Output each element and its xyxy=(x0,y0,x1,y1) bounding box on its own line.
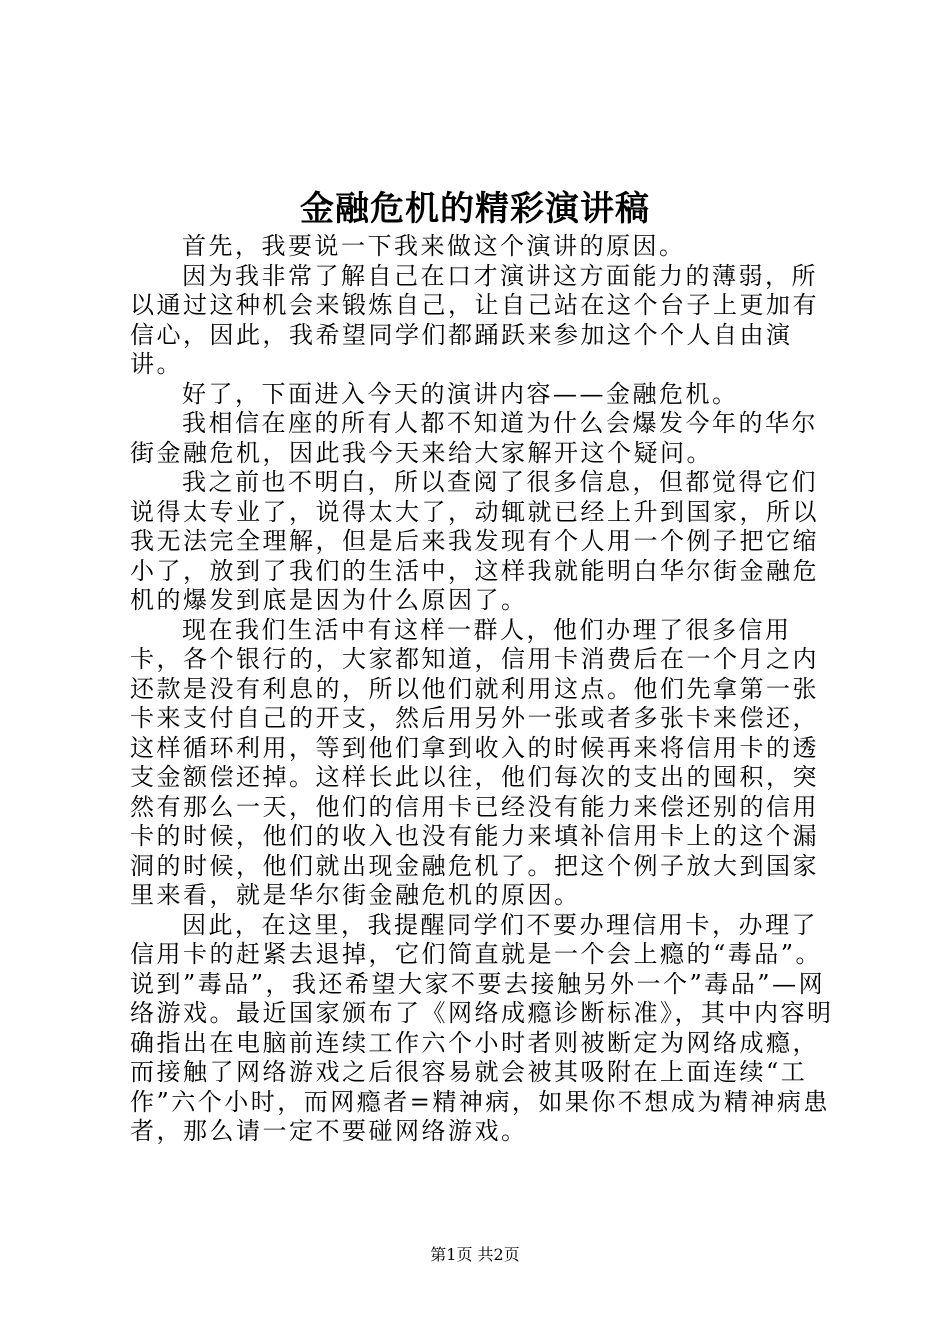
page-footer: 第1页 共2页 xyxy=(430,1245,520,1264)
document-title: 金融危机的精彩演讲稿 xyxy=(300,189,650,229)
paragraph: 现在我们生活中有这样一群人，他们办理了很多信用卡，各个银行的，大家都知道，信用卡消费后在一个月之内还款是没有利息的，所以他们就利用这点。他们先拿第一张卡来支付自己的开支，然后用另外一张或者多张卡来偿还，这样循环利用，等到他们拿到收入的时候再来将信用卡的透支金额偿还掉。这样长此以往，他们每次的支出的囤积，突然有那么一天，他们的信用卡已经没有能力来偿还别的信用卡的时候，他们的收入也没有能力来填补信用卡上的这个漏洞的时候，他们就出现金融危机了。把这个例子放大到国家里来看，就是华尔街金融危机的原因。 xyxy=(130,615,819,909)
paragraph: 因为我非常了解自己在口才演讲这方面能力的薄弱，所以通过这种机会来锻炼自己，让自己站在这个台子上更加有信心，因此，我希望同学们都踊跃来参加这个个人自由演讲。 xyxy=(130,261,819,378)
paragraph: 我之前也不明白，所以查阅了很多信息，但都觉得它们说得太专业了，说得太大了，动辄就已经上升到国家，所以我无法完全理解，但是后来我发现有个人用一个例子把它缩小了，放到了我们的生活中，这样我就能明白华尔街金融危机的爆发到底是因为什么原因了。 xyxy=(130,468,819,614)
paragraph: 因此，在这里，我提醒同学们不要办理信用卡，办理了信用卡的赶紧去退掉，它们简直就是一个会上瘾的“毒品”。说到”毒品”，我还希望大家不要去接触另外一个”毒品”—网络游戏。最近国家颁布了《网络成瘾诊断标准》，其中内容明确指出在电脑前连续工作六个小时者则被断定为网络成瘾，而接触了网络游戏之后很容易就会被其吸附在上面连续“工作”六个小时，而网瘾者=精神病，如果你不想成为精神病患者，那么请一定不要碰网络游戏。 xyxy=(130,910,834,1145)
document-body xyxy=(130,232,834,1147)
paragraph: 我相信在座的所有人都不知道为什么会爆发今年的华尔街金融危机，因此我今天来给大家解开这个疑问。 xyxy=(130,409,818,467)
paragraph: 首先，我要说一下我来做这个演讲的原因。 xyxy=(182,232,686,260)
paragraph: 好了，下面进入今天的演讲内容——金融危机。 xyxy=(182,379,739,408)
